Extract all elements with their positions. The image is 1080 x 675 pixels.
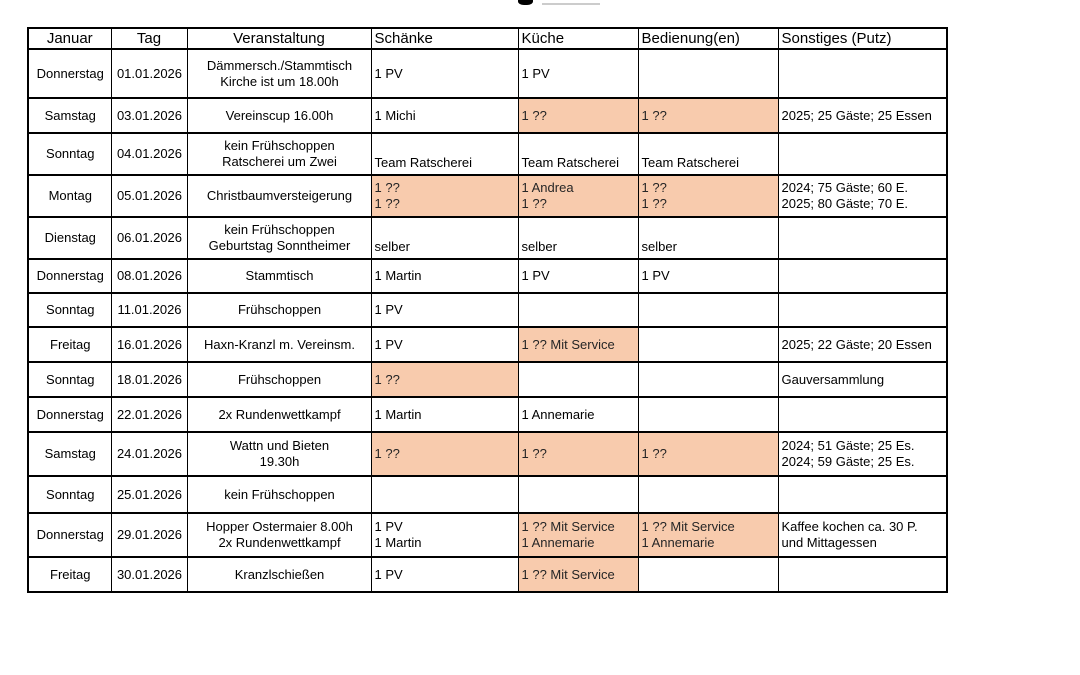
cell-sonstiges xyxy=(778,133,947,175)
cell-schaenke xyxy=(371,293,518,327)
cropped-title-descender xyxy=(518,0,533,5)
cell-event xyxy=(187,49,371,98)
header-kueche: Küche xyxy=(518,28,638,49)
day-text: Donnerstag xyxy=(36,65,104,81)
cell-schaenke xyxy=(371,327,518,362)
cell-kueche xyxy=(518,259,638,293)
header-row xyxy=(28,28,947,49)
bedienung-text: 1 PV xyxy=(641,268,670,283)
date-text: 04.01.2026 xyxy=(116,146,183,161)
event-text: Ratscherei um Zwei xyxy=(222,154,337,169)
cell-bedienung xyxy=(638,327,778,362)
sonstiges-text: und Mittagessen xyxy=(781,535,877,550)
cell-date xyxy=(111,327,187,362)
cell-sonstiges xyxy=(778,293,947,327)
cell-event xyxy=(187,397,371,432)
event-text: Kirche ist um 18.00h xyxy=(220,73,339,89)
date-text: 05.01.2026 xyxy=(116,188,183,203)
sonstiges-text: 2025; 25 Gäste; 25 Essen xyxy=(781,107,932,123)
day-text: Sonntag xyxy=(46,486,95,502)
kueche-text: 1 Andrea xyxy=(521,180,574,195)
cell-bedienung xyxy=(638,259,778,293)
event-text: Dämmersch./Stammtisch xyxy=(206,57,353,73)
cell-schaenke xyxy=(371,397,518,432)
cell-kueche xyxy=(518,513,638,557)
bedienung-text: 1 ?? xyxy=(641,180,667,195)
bedienung-text: 1 ?? xyxy=(641,196,667,211)
day-text: Sonntag xyxy=(46,302,95,317)
table-row xyxy=(28,557,947,592)
schaenke-text: 1 Martin xyxy=(374,535,422,550)
cell-date xyxy=(111,49,187,98)
cell-schaenke xyxy=(371,175,518,217)
day-text: Samstag xyxy=(44,107,96,123)
cell-event xyxy=(187,557,371,592)
cell-bedienung xyxy=(638,362,778,397)
cell-kueche xyxy=(518,49,638,98)
cell-schaenke xyxy=(371,49,518,98)
cell-event xyxy=(187,513,371,557)
cell-bedienung xyxy=(638,293,778,327)
sonstiges-text: 2024; 51 Gäste; 25 Es. xyxy=(781,438,915,453)
day-text: Montag xyxy=(48,188,92,203)
cell-bedienung xyxy=(638,513,778,557)
cell-sonstiges xyxy=(778,259,947,293)
day-text: Donnerstag xyxy=(36,527,104,542)
event-text: kein Frühschoppen xyxy=(224,138,335,153)
cell-event xyxy=(187,133,371,175)
cell-sonstiges xyxy=(778,557,947,592)
cell-sonstiges xyxy=(778,217,947,259)
cell-kueche xyxy=(518,293,638,327)
table-row xyxy=(28,362,947,397)
date-text: 22.01.2026 xyxy=(116,406,183,422)
cell-sonstiges xyxy=(778,397,947,432)
cell-kueche xyxy=(518,217,638,259)
header-sonstiges: Sonstiges (Putz) xyxy=(778,28,947,49)
cell-sonstiges xyxy=(778,327,947,362)
cell-kueche xyxy=(518,432,638,476)
date-text: 25.01.2026 xyxy=(116,486,183,502)
schaenke-text: selber xyxy=(374,239,410,254)
event-text: 2x Rundenwettkampf xyxy=(218,535,341,550)
cell-event xyxy=(187,327,371,362)
schaenke-text: 1 ?? xyxy=(374,196,400,211)
date-text: 16.01.2026 xyxy=(116,336,183,352)
sonstiges-text: Gauversammlung xyxy=(781,371,885,387)
cell-sonstiges xyxy=(778,513,947,557)
event-text: Christbaumversteigerung xyxy=(206,188,353,203)
event-text: Geburtstag Sonntheimer xyxy=(208,238,351,253)
cell-kueche xyxy=(518,133,638,175)
cell-day xyxy=(28,98,111,133)
cell-schaenke xyxy=(371,557,518,592)
table-row xyxy=(28,259,947,293)
date-text: 29.01.2026 xyxy=(116,527,183,542)
cell-day xyxy=(28,397,111,432)
cell-day xyxy=(28,175,111,217)
cell-schaenke xyxy=(371,513,518,557)
table-row xyxy=(28,175,947,217)
header-bedienung: Bedienung(en) xyxy=(638,28,778,49)
cell-bedienung xyxy=(638,175,778,217)
cell-schaenke xyxy=(371,217,518,259)
kueche-text: Team Ratscherei xyxy=(521,155,620,170)
cell-date xyxy=(111,293,187,327)
kueche-text: 1 ?? Mit Service xyxy=(521,566,615,582)
schaenke-text: 1 ?? xyxy=(374,446,400,461)
cell-day xyxy=(28,476,111,513)
cell-event xyxy=(187,259,371,293)
cell-bedienung xyxy=(638,557,778,592)
cropped-title-fragment xyxy=(498,0,618,8)
bedienung-text: Team Ratscherei xyxy=(641,155,740,170)
schaenke-text: 1 PV xyxy=(374,302,403,317)
day-text: Samstag xyxy=(44,446,96,461)
cell-day xyxy=(28,133,111,175)
schaenke-text: 1 PV xyxy=(374,336,403,352)
cell-day xyxy=(28,293,111,327)
schaenke-text: 1 Martin xyxy=(374,268,422,283)
cell-day xyxy=(28,217,111,259)
schaenke-text: 1 PV xyxy=(374,566,403,582)
bedienung-text: 1 ?? xyxy=(641,107,667,123)
date-text: 03.01.2026 xyxy=(116,107,183,123)
cell-date xyxy=(111,217,187,259)
cell-event xyxy=(187,217,371,259)
kueche-text: selber xyxy=(521,239,557,254)
bedienung-text: 1 Annemarie xyxy=(641,535,715,550)
cell-date xyxy=(111,476,187,513)
event-text: kein Frühschoppen xyxy=(224,486,335,502)
date-text: 18.01.2026 xyxy=(116,371,183,387)
date-text: 01.01.2026 xyxy=(116,65,183,81)
event-text: 19.30h xyxy=(259,454,300,469)
date-text: 30.01.2026 xyxy=(116,566,183,582)
cell-sonstiges xyxy=(778,49,947,98)
bedienung-text: selber xyxy=(641,239,677,254)
cell-schaenke xyxy=(371,362,518,397)
cell-kueche xyxy=(518,557,638,592)
date-text: 08.01.2026 xyxy=(116,268,183,283)
cell-day xyxy=(28,362,111,397)
cell-sonstiges xyxy=(778,432,947,476)
cell-date xyxy=(111,175,187,217)
day-text: Sonntag xyxy=(46,146,95,161)
sonstiges-text: Kaffee kochen ca. 30 P. xyxy=(781,519,918,534)
kueche-text: 1 PV xyxy=(521,65,550,81)
kueche-text: 1 Annemarie xyxy=(521,406,595,422)
table-row xyxy=(28,327,947,362)
cell-date xyxy=(111,397,187,432)
kueche-text: 1 Annemarie xyxy=(521,535,595,550)
day-text: Sonntag xyxy=(46,371,95,387)
cell-date xyxy=(111,513,187,557)
cell-schaenke xyxy=(371,259,518,293)
event-text: Hopper Ostermaier 8.00h xyxy=(206,519,353,534)
cell-bedienung xyxy=(638,432,778,476)
schaenke-text: 1 PV xyxy=(374,65,403,81)
table-row xyxy=(28,476,947,513)
cell-date xyxy=(111,557,187,592)
cell-schaenke xyxy=(371,98,518,133)
cell-sonstiges xyxy=(778,476,947,513)
event-text: Frühschoppen xyxy=(237,371,322,387)
header-schaenke: Schänke xyxy=(371,28,518,49)
kueche-text: 1 ?? xyxy=(521,446,547,461)
cell-sonstiges xyxy=(778,175,947,217)
date-text: 24.01.2026 xyxy=(116,446,183,461)
day-text: Donnerstag xyxy=(36,268,104,283)
cell-bedienung xyxy=(638,133,778,175)
kueche-text: 1 ?? Mit Service xyxy=(521,519,615,534)
cell-schaenke xyxy=(371,133,518,175)
bedienung-text: 1 ?? xyxy=(641,446,667,461)
event-text: 2x Rundenwettkampf xyxy=(218,406,341,422)
table-row xyxy=(28,133,947,175)
kueche-text: 1 PV xyxy=(521,268,550,283)
cell-day xyxy=(28,432,111,476)
event-text: Vereinscup 16.00h xyxy=(225,107,334,123)
sonstiges-text: 2024; 59 Gäste; 25 Es. xyxy=(781,454,915,469)
event-text: Kranzlschießen xyxy=(234,566,325,582)
header-veranstaltung: Veranstaltung xyxy=(187,28,371,49)
schaenke-text: 1 Martin xyxy=(374,406,422,422)
table-row xyxy=(28,432,947,476)
cell-kueche xyxy=(518,476,638,513)
cell-kueche xyxy=(518,397,638,432)
cell-day xyxy=(28,557,111,592)
cell-event xyxy=(187,362,371,397)
cell-kueche xyxy=(518,327,638,362)
january-duty-schedule-table xyxy=(27,27,948,593)
header-januar: Januar xyxy=(28,28,111,49)
sonstiges-text: 2025; 80 Gäste; 70 E. xyxy=(781,196,908,211)
cell-kueche xyxy=(518,362,638,397)
event-text: Stammtisch xyxy=(245,268,314,283)
date-text: 11.01.2026 xyxy=(117,302,182,317)
cell-schaenke xyxy=(371,432,518,476)
kueche-text: 1 ?? xyxy=(521,196,547,211)
day-text: Donnerstag xyxy=(36,406,104,422)
cell-date xyxy=(111,362,187,397)
cell-date xyxy=(111,432,187,476)
schaenke-text: 1 Michi xyxy=(374,107,416,123)
cell-day xyxy=(28,513,111,557)
schaenke-text: 1 PV xyxy=(374,519,403,534)
cell-event xyxy=(187,98,371,133)
schaenke-text: 1 ?? xyxy=(374,180,400,195)
cell-day xyxy=(28,259,111,293)
cell-kueche xyxy=(518,98,638,133)
sonstiges-text: 2025; 22 Gäste; 20 Essen xyxy=(781,336,932,352)
table-row xyxy=(28,49,947,98)
date-text: 06.01.2026 xyxy=(116,230,183,245)
table-row xyxy=(28,293,947,327)
event-text: Haxn-Kranzl m. Vereinsm. xyxy=(204,336,355,352)
cell-date xyxy=(111,98,187,133)
cell-event xyxy=(187,432,371,476)
cell-bedienung xyxy=(638,217,778,259)
schaenke-text: 1 ?? xyxy=(374,371,400,387)
cell-bedienung xyxy=(638,476,778,513)
bedienung-text: 1 ?? Mit Service xyxy=(641,519,735,534)
cell-bedienung xyxy=(638,49,778,98)
cell-event xyxy=(187,293,371,327)
cropped-title-remnant xyxy=(542,3,600,5)
cell-bedienung xyxy=(638,98,778,133)
table-row xyxy=(28,513,947,557)
cell-bedienung xyxy=(638,397,778,432)
sonstiges-text: 2024; 75 Gäste; 60 E. xyxy=(781,180,908,195)
cell-kueche xyxy=(518,175,638,217)
cell-event xyxy=(187,476,371,513)
header-tag: Tag xyxy=(111,28,187,49)
table-row xyxy=(28,217,947,259)
cell-date xyxy=(111,133,187,175)
event-text: Frühschoppen xyxy=(237,302,322,317)
cell-date xyxy=(111,259,187,293)
event-text: Wattn und Bieten xyxy=(229,438,330,453)
day-text: Freitag xyxy=(50,566,91,582)
cell-sonstiges xyxy=(778,98,947,133)
table-row xyxy=(28,397,947,432)
cell-sonstiges xyxy=(778,362,947,397)
schaenke-text: Team Ratscherei xyxy=(374,155,473,170)
day-text: Freitag xyxy=(50,336,91,352)
cell-schaenke xyxy=(371,476,518,513)
kueche-text: 1 ?? xyxy=(521,107,547,123)
cell-day xyxy=(28,327,111,362)
table-row xyxy=(28,98,947,133)
event-text: kein Frühschoppen xyxy=(224,222,335,237)
cell-event xyxy=(187,175,371,217)
kueche-text: 1 ?? Mit Service xyxy=(521,336,615,352)
cell-day xyxy=(28,49,111,98)
day-text: Dienstag xyxy=(44,230,96,245)
